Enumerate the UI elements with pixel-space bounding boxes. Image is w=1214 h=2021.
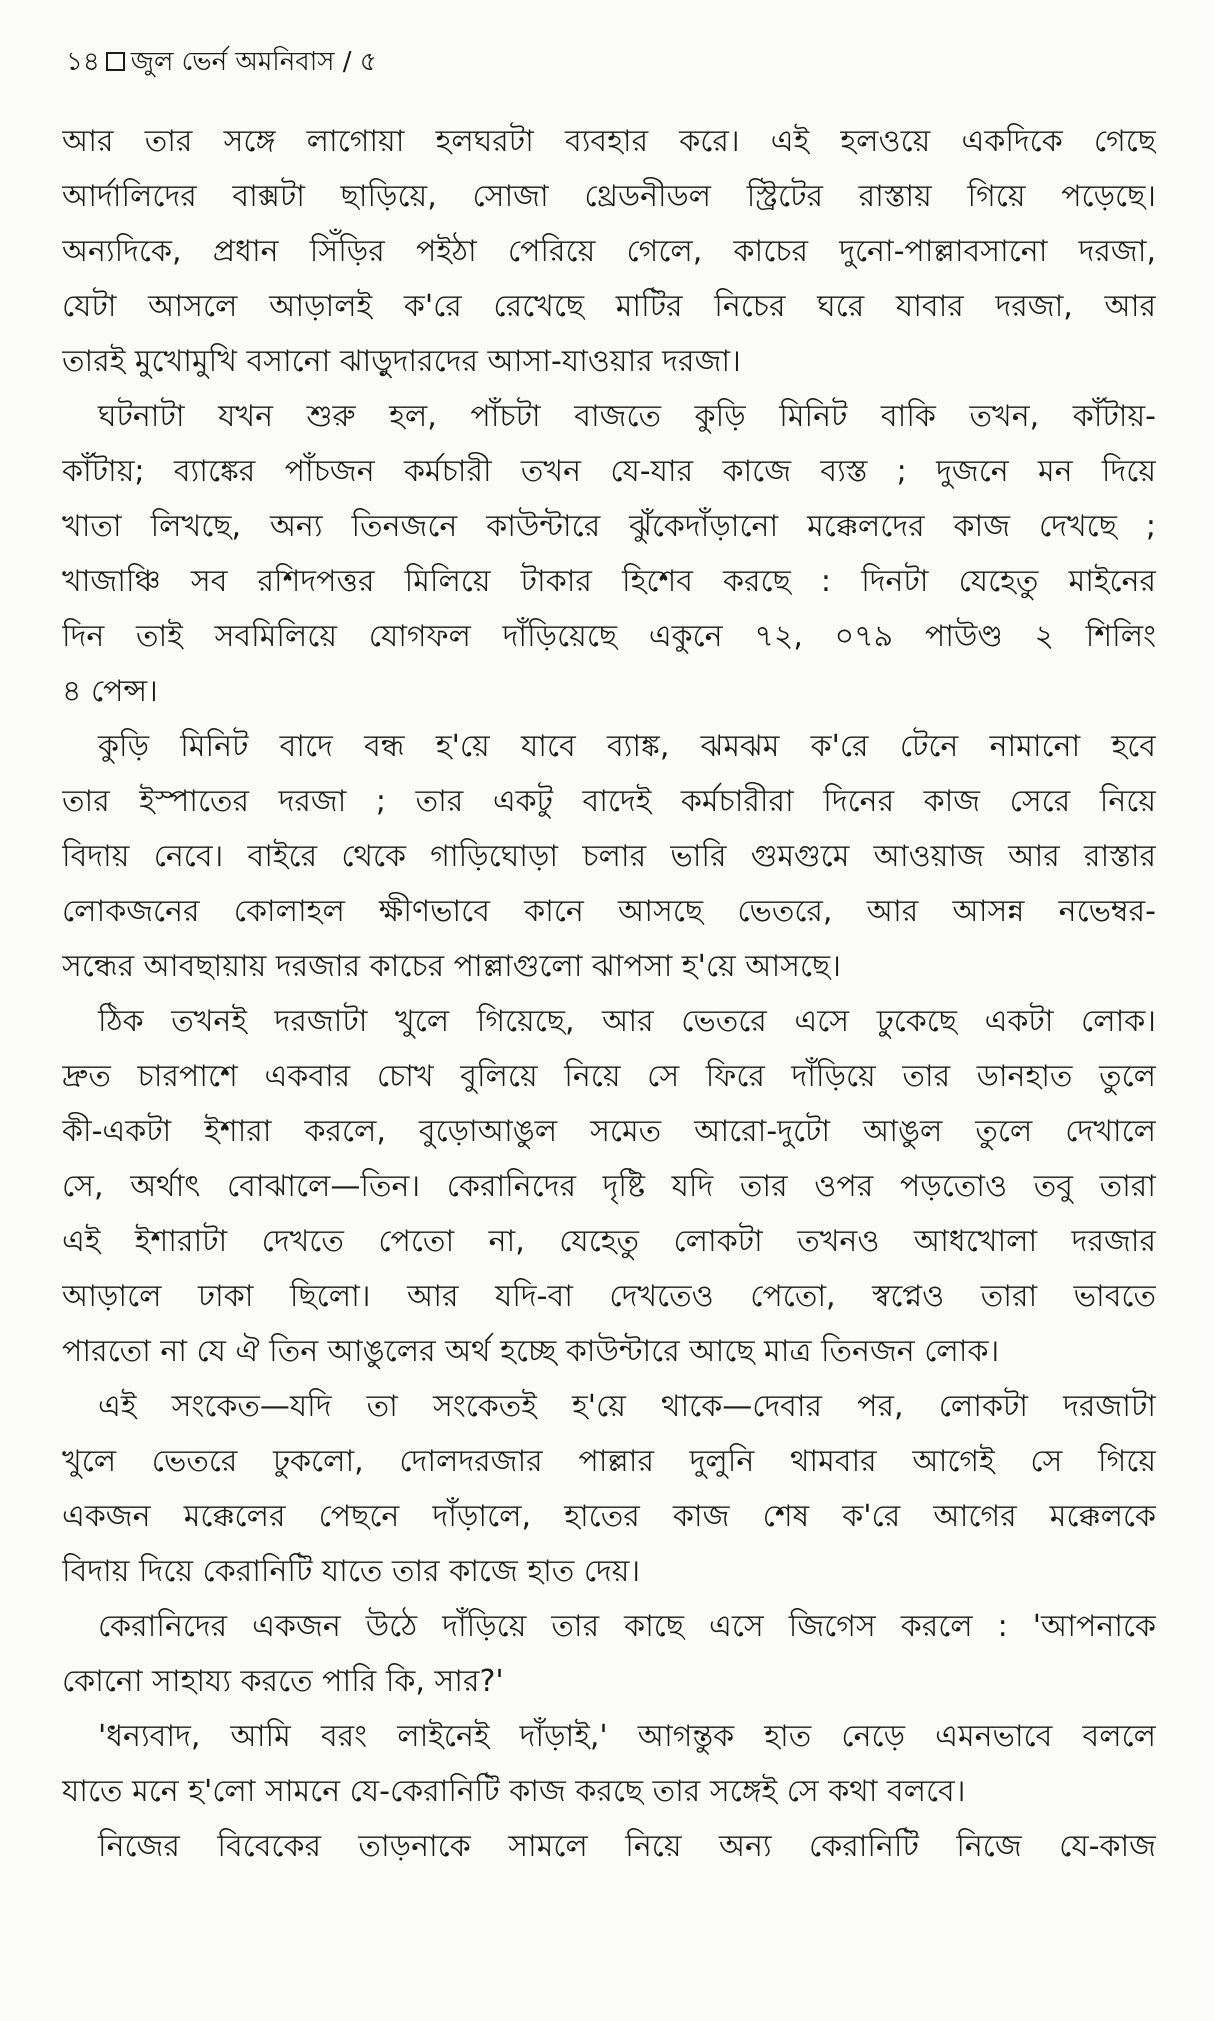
text-line: কী-একটা ইশারা করলে, বুড়োআঙুল সমেত আরো-দুটো আঙুল তুলে দেখালে bbox=[62, 1114, 1156, 1149]
text-line: দিন তাই সবমিলিয়ে যোগফল দাঁড়িয়েছে একুনে ৭২, ০৭৯ পাউণ্ড ২ শিলিং bbox=[62, 619, 1156, 654]
book-title: জুল ভের্ন অমনিবাস / ৫ bbox=[130, 47, 377, 77]
text-line: নিজের বিবেকের তাড়নাকে সামলে নিয়ে অন্য কেরানিটি নিজে যে-কাজ bbox=[98, 1829, 1156, 1864]
paragraph bbox=[62, 114, 1156, 389]
text-line: ৪ পেন্স। bbox=[62, 674, 158, 709]
text-line: এই ইশারাটা দেখতে পেতো না, যেহেতু লোকটা তখনও আধখোলা দরজার bbox=[62, 1224, 1156, 1259]
paragraph bbox=[62, 1379, 1156, 1599]
text-line: তারই মুখোমুখি বসানো ঝাড়ুদারদের আসা-যাওয়ার দরজা। bbox=[62, 344, 741, 379]
text-line: এই সংকেত—যদি তা সংকেতই হ'য়ে থাকে—দেবার পর, লোকটা দরজাটা bbox=[98, 1389, 1156, 1424]
paragraph bbox=[62, 1709, 1156, 1819]
text-line: বিদায় দিয়ে কেরানিটি যাতে তার কাজে হাত দেয়। bbox=[62, 1554, 641, 1589]
paragraph bbox=[62, 1819, 1156, 1874]
paragraph bbox=[62, 994, 1156, 1379]
text-line: আড়ালে ঢাকা ছিলো। আর যদি-বা দেখতেও পেতো, স্বপ্নেও তারা ভাবতে bbox=[62, 1279, 1156, 1314]
text-line: পারতো না যে ঐ তিন আঙুলের অর্থ হচ্ছে কাউন্টারে আছে মাত্র তিনজন লোক। bbox=[62, 1334, 1000, 1369]
text-line: 'ধন্যবাদ, আমি বরং লাইনেই দাঁড়াই,' আগন্তুক হাত নেড়ে এমনভাবে বললে bbox=[98, 1719, 1156, 1754]
text-line: ঘটনাটা যখন শুরু হল, পাঁচটা বাজতে কুড়ি মিনিট বাকি তখন, কাঁটায়- bbox=[98, 399, 1156, 434]
paragraph bbox=[62, 389, 1156, 719]
paragraph bbox=[62, 719, 1156, 994]
text-line: খাতা লিখছে, অন্য তিনজনে কাউন্টারে ঝুঁকেদাঁড়ানো মক্কেলদের কাজ দেখছে ; bbox=[62, 509, 1156, 544]
text-line: দ্রুত চারপাশে একবার চোখ বুলিয়ে নিয়ে সে ফিরে দাঁড়িয়ে তার ডানহাত তুলে bbox=[62, 1059, 1156, 1094]
paragraph bbox=[62, 1599, 1156, 1709]
square-bullet-icon bbox=[106, 52, 125, 71]
text-line: তার ইস্পাতের দরজা ; তার একটু বাদেই কর্মচারীরা দিনের কাজ সেরে নিয়ে bbox=[62, 784, 1156, 819]
text-line: লোকজনের কোলাহল ক্ষীণভাবে কানে আসছে ভেতরে, আর আসন্ন নভেম্বর- bbox=[62, 894, 1156, 929]
text-line: আর তার সঙ্গে লাগোয়া হলঘরটা ব্যবহার করে। এই হলওয়ে একদিকে গেছে bbox=[62, 124, 1156, 159]
text-line: কেরানিদের একজন উঠে দাঁড়িয়ে তার কাছে এসে জিগেস করলে : 'আপনাকে bbox=[98, 1609, 1156, 1644]
text-line: কুড়ি মিনিট বাদে বন্ধ হ'য়ে যাবে ব্যাঙ্ক, ঝমঝম ক'রে টেনে নামানো হবে bbox=[98, 729, 1156, 764]
text-line: কাঁটায়; ব্যাঙ্কের পাঁচজন কর্মচারী তখন যে-যার কাজে ব্যস্ত ; দুজনে মন দিয়ে bbox=[62, 454, 1156, 489]
text-line: বিদায় নেবে। বাইরে থেকে গাড়িঘোড়া চলার ভারি গুমগুমে আওয়াজ আর রাস্তার bbox=[62, 839, 1156, 874]
body-text bbox=[62, 114, 1156, 1874]
text-line: সন্ধের আবছায়ায় দরজার কাচের পাল্লাগুলো ঝাপসা হ'য়ে আসছে। bbox=[62, 949, 841, 984]
text-line: সে, অর্থাৎ বোঝালে—তিন। কেরানিদের দৃষ্টি যদি তার ওপর পড়তোও তবু তারা bbox=[62, 1169, 1156, 1204]
text-line: অন্যদিকে, প্রধান সিঁড়ির পইঠা পেরিয়ে গেলে, কাচের দুনো-পাল্লাবসানো দরজা, bbox=[62, 234, 1156, 269]
page-number: ১৪ bbox=[66, 47, 100, 77]
text-line: খুলে ভেতরে ঢুকলো, দোলদরজার পাল্লার দুলুনি থামবার আগেই সে গিয়ে bbox=[62, 1444, 1156, 1479]
text-line: কোনো সাহায্য করতে পারি কি, সার?' bbox=[62, 1664, 504, 1699]
text-line: যেটা আসলে আড়ালই ক'রে রেখেছে মাটির নিচের ঘরে যাবার দরজা, আর bbox=[62, 289, 1156, 324]
running-head bbox=[66, 44, 1156, 80]
text-line: একজন মক্কেলের পেছনে দাঁড়ালে, হাতের কাজ শেষ ক'রে আগের মক্কেলকে bbox=[62, 1499, 1156, 1534]
text-line: আর্দালিদের বাক্সটা ছাড়িয়ে, সোজা থ্রেডনীডল স্ট্রিটের রাস্তায় গিয়ে পড়েছে। bbox=[62, 179, 1156, 214]
text-line: যাতে মনে হ'লো সামনে যে-কেরানিটি কাজ করছে তার সঙ্গেই সে কথা বলবে। bbox=[62, 1774, 966, 1809]
text-line: ঠিক তখনই দরজাটা খুলে গিয়েছে, আর ভেতরে এসে ঢুকেছে একটা লোক। bbox=[98, 1004, 1156, 1039]
text-line: খাজাঞ্চি সব রশিদপত্তর মিলিয়ে টাকার হিশেব করছে : দিনটা যেহেতু মাইনের bbox=[62, 564, 1156, 599]
